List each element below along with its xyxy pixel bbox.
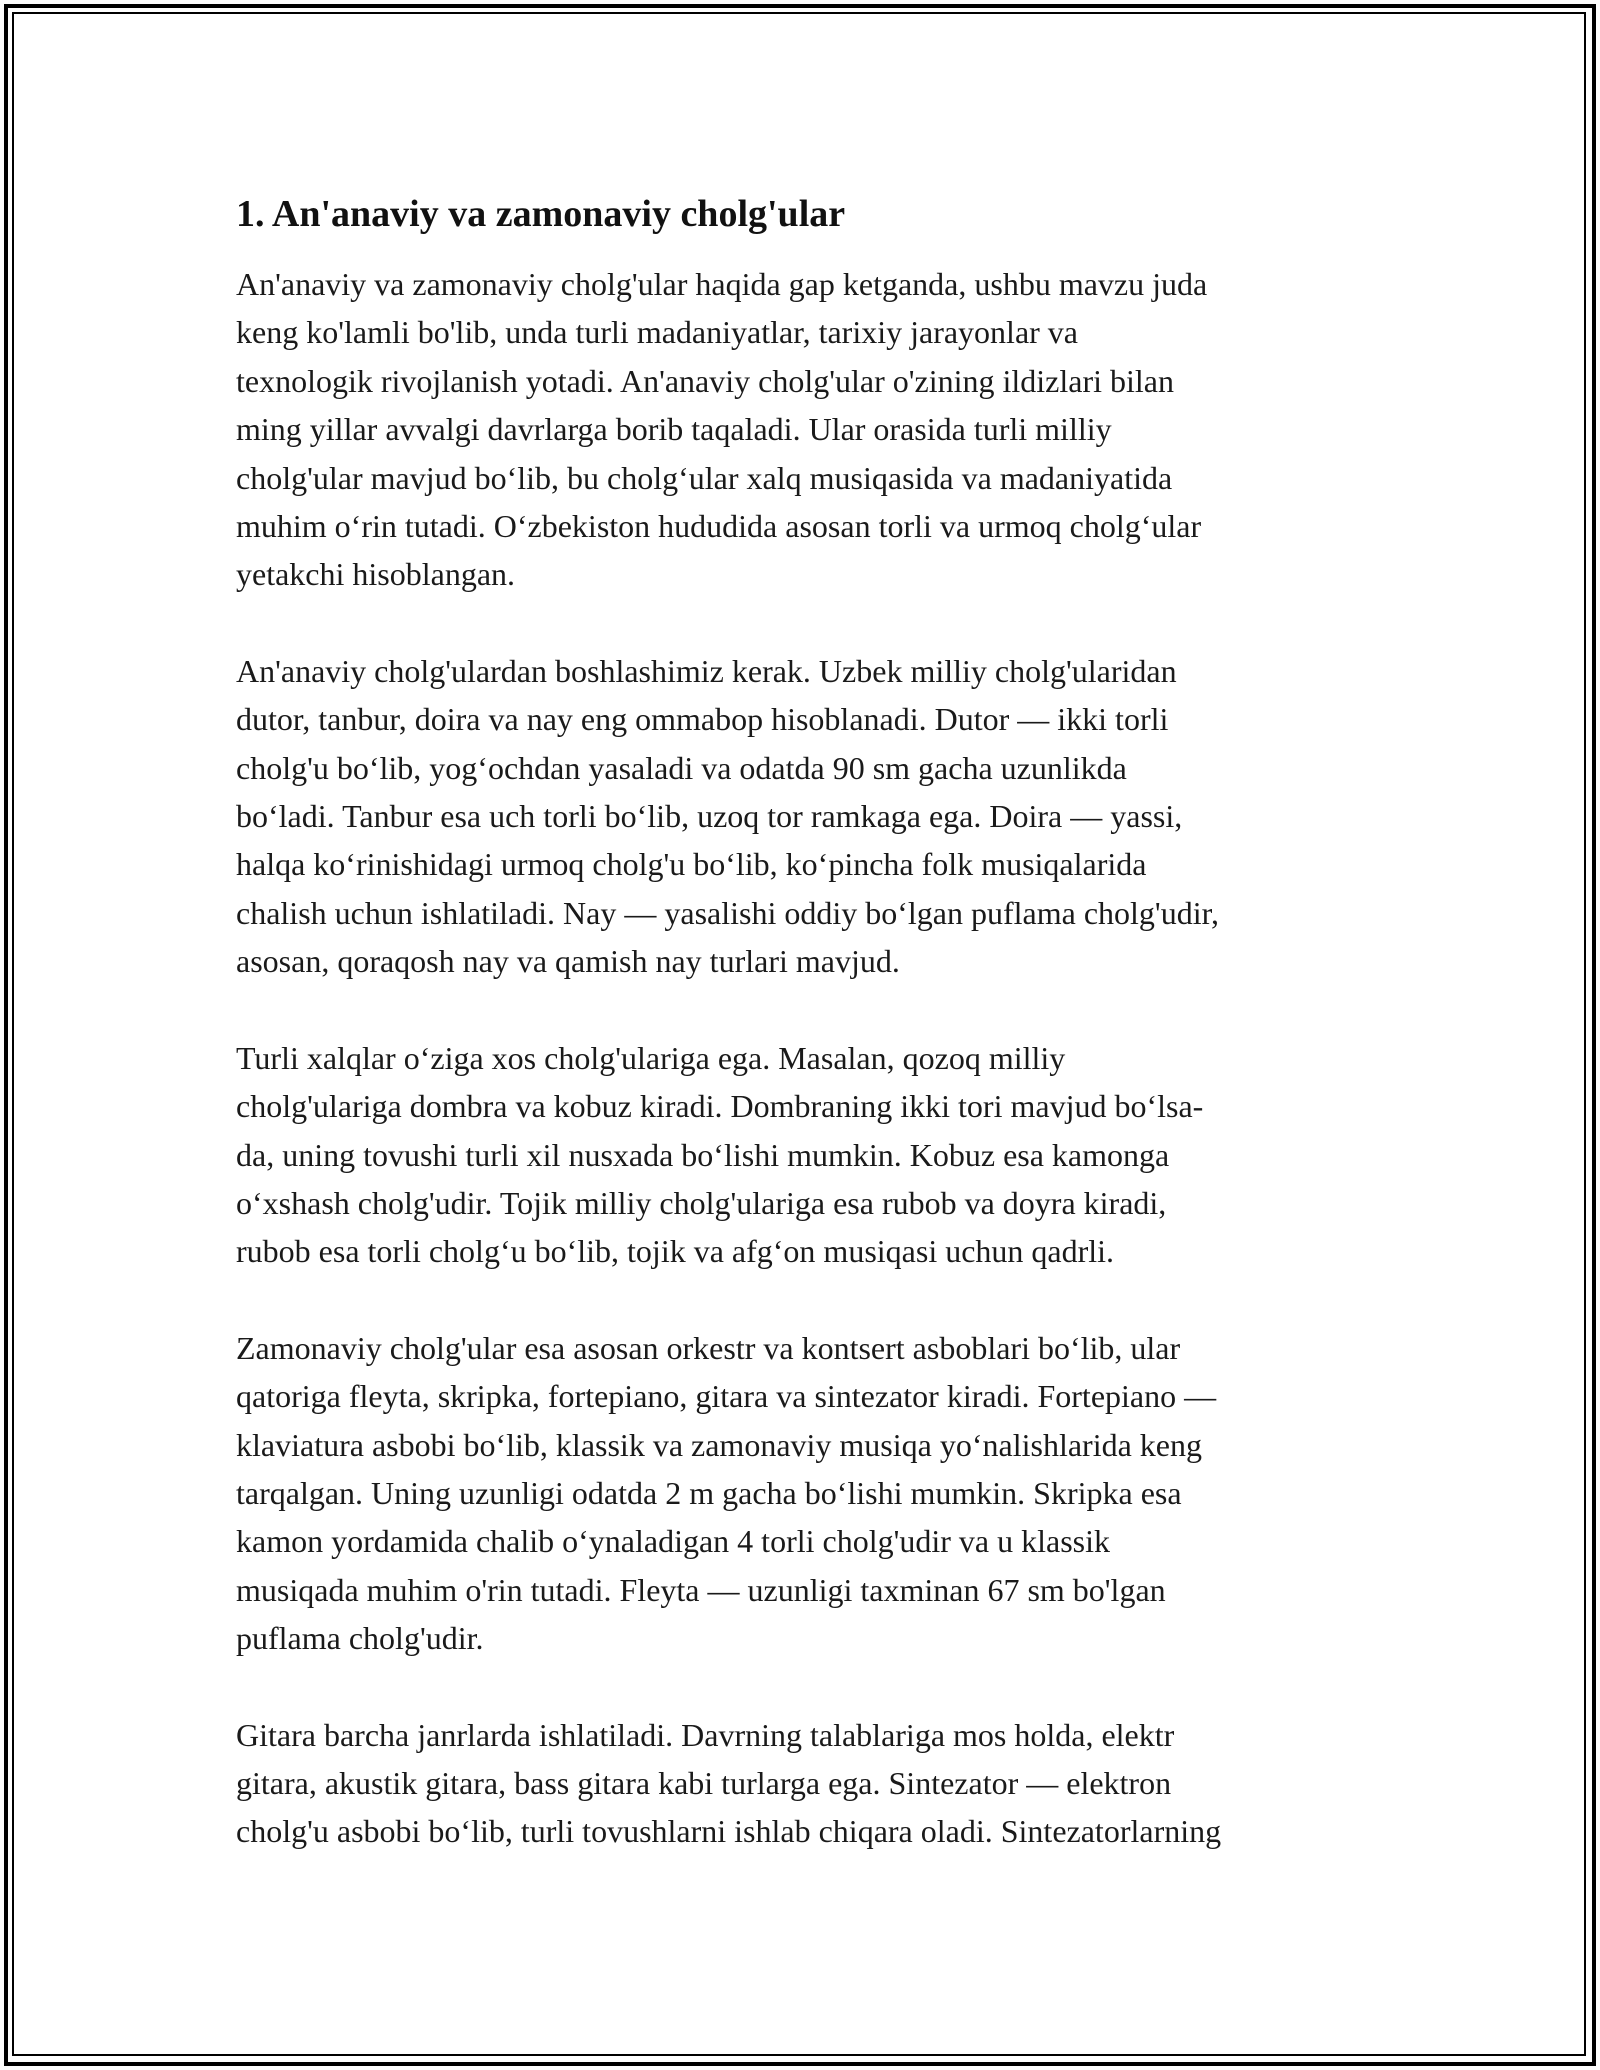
paragraph-2: An'anaviy cholg'ulardan boshlashimiz kerak. Uzbek milliy cholg'ularidan dutor, tanbur, doira va nay eng ommabop hisoblanadi. Dutor — ikki torli cholg'u bo‘lib, yog‘ochdan yasaladi va odatda 90 sm gacha uzunlikda bo‘ladi. Tanbur esa uch torli bo‘lib, uzoq tor ramkaga ega. Doira — yassi, halqa ko‘rinishidagi urmoq cholg'u bo‘lib, ko‘pincha folk musiqalarida chalish uchun ishlatiladi. Nay — yasalishi oddiy bo‘lgan puflama cholg'udir, asosan, qoraqosh nay va qamish nay turlari mavjud.	[236, 652, 1219, 980]
paragraph-5: Gitara barcha janrlarda ishlatiladi. Davrning talablariga mos holda, elektr gitara, akustik gitara, bass gitara kabi turlarga ega. Sintezator — elektron cholg'u asbobi bo‘lib, turli tovushlarni ishlab chiqara oladi. Sintezatorlarning	[236, 1716, 1222, 1850]
paragraph-4: Zamonaviy cholg'ular esa asosan orkestr va kontsert asboblari bo‘lib, ular qatoriga fleyta, skripka, fortepiano, gitara va sintezator kiradi. Fortepiano — klaviatura asbobi bo‘lib, klassik va zamonaviy musiqa yo‘nalishlarida keng tarqalgan. Uning uzunligi odatda 2 m gacha bo‘lishi mumkin. Skripka esa kamon yordamida chalib o‘ynaladigan 4 torli cholg'udir va u klassik musiqada muhim o'rin tutadi. Fleyta — uzunligi taxminan 67 sm bo'lgan puflama cholg'udir.	[236, 1329, 1217, 1657]
paragraph-3: Turli xalqlar o‘ziga xos cholg'ulariga ega. Masalan, qozoq milliy cholg'ulariga dombra va kobuz kiradi. Dombraning ikki tori mavjud bo‘lsa- da, uning tovushi turli xil nusxada bo‘lishi mumkin. Kobuz esa kamonga o‘xshash cholg'udir. Tojik milliy cholg'ulariga esa rubob va doyra kiradi, rubob esa torli cholg‘u bo‘lib, tojik va afg‘on musiqasi uchun qadrli.	[236, 1039, 1204, 1270]
document-page	[236, 186, 1386, 1904]
paragraph-1: An'anaviy va zamonaviy cholg'ular haqida gap ketganda, ushbu mavzu juda keng ko'lamli bo'lib, unda turli madaniyatlar, tarixiy jarayonlar va texnologik rivojlanish yotadi. An'anaviy cholg'ular o'zining ildizlari bilan ming yillar avvalgi davrlarga borib taqaladi. Ular orasida turli milliy cholg'ular mavjud bo‘lib, bu cholg‘ular xalq musiqasida va madaniyatida muhim o‘rin tutadi. O‘zbekiston hududida asosan torli va urmoq cholg‘ular yetakchi hisoblangan.	[236, 266, 1208, 593]
section-heading: 1. An'anaviy va zamonaviy cholg'ular	[236, 193, 846, 235]
